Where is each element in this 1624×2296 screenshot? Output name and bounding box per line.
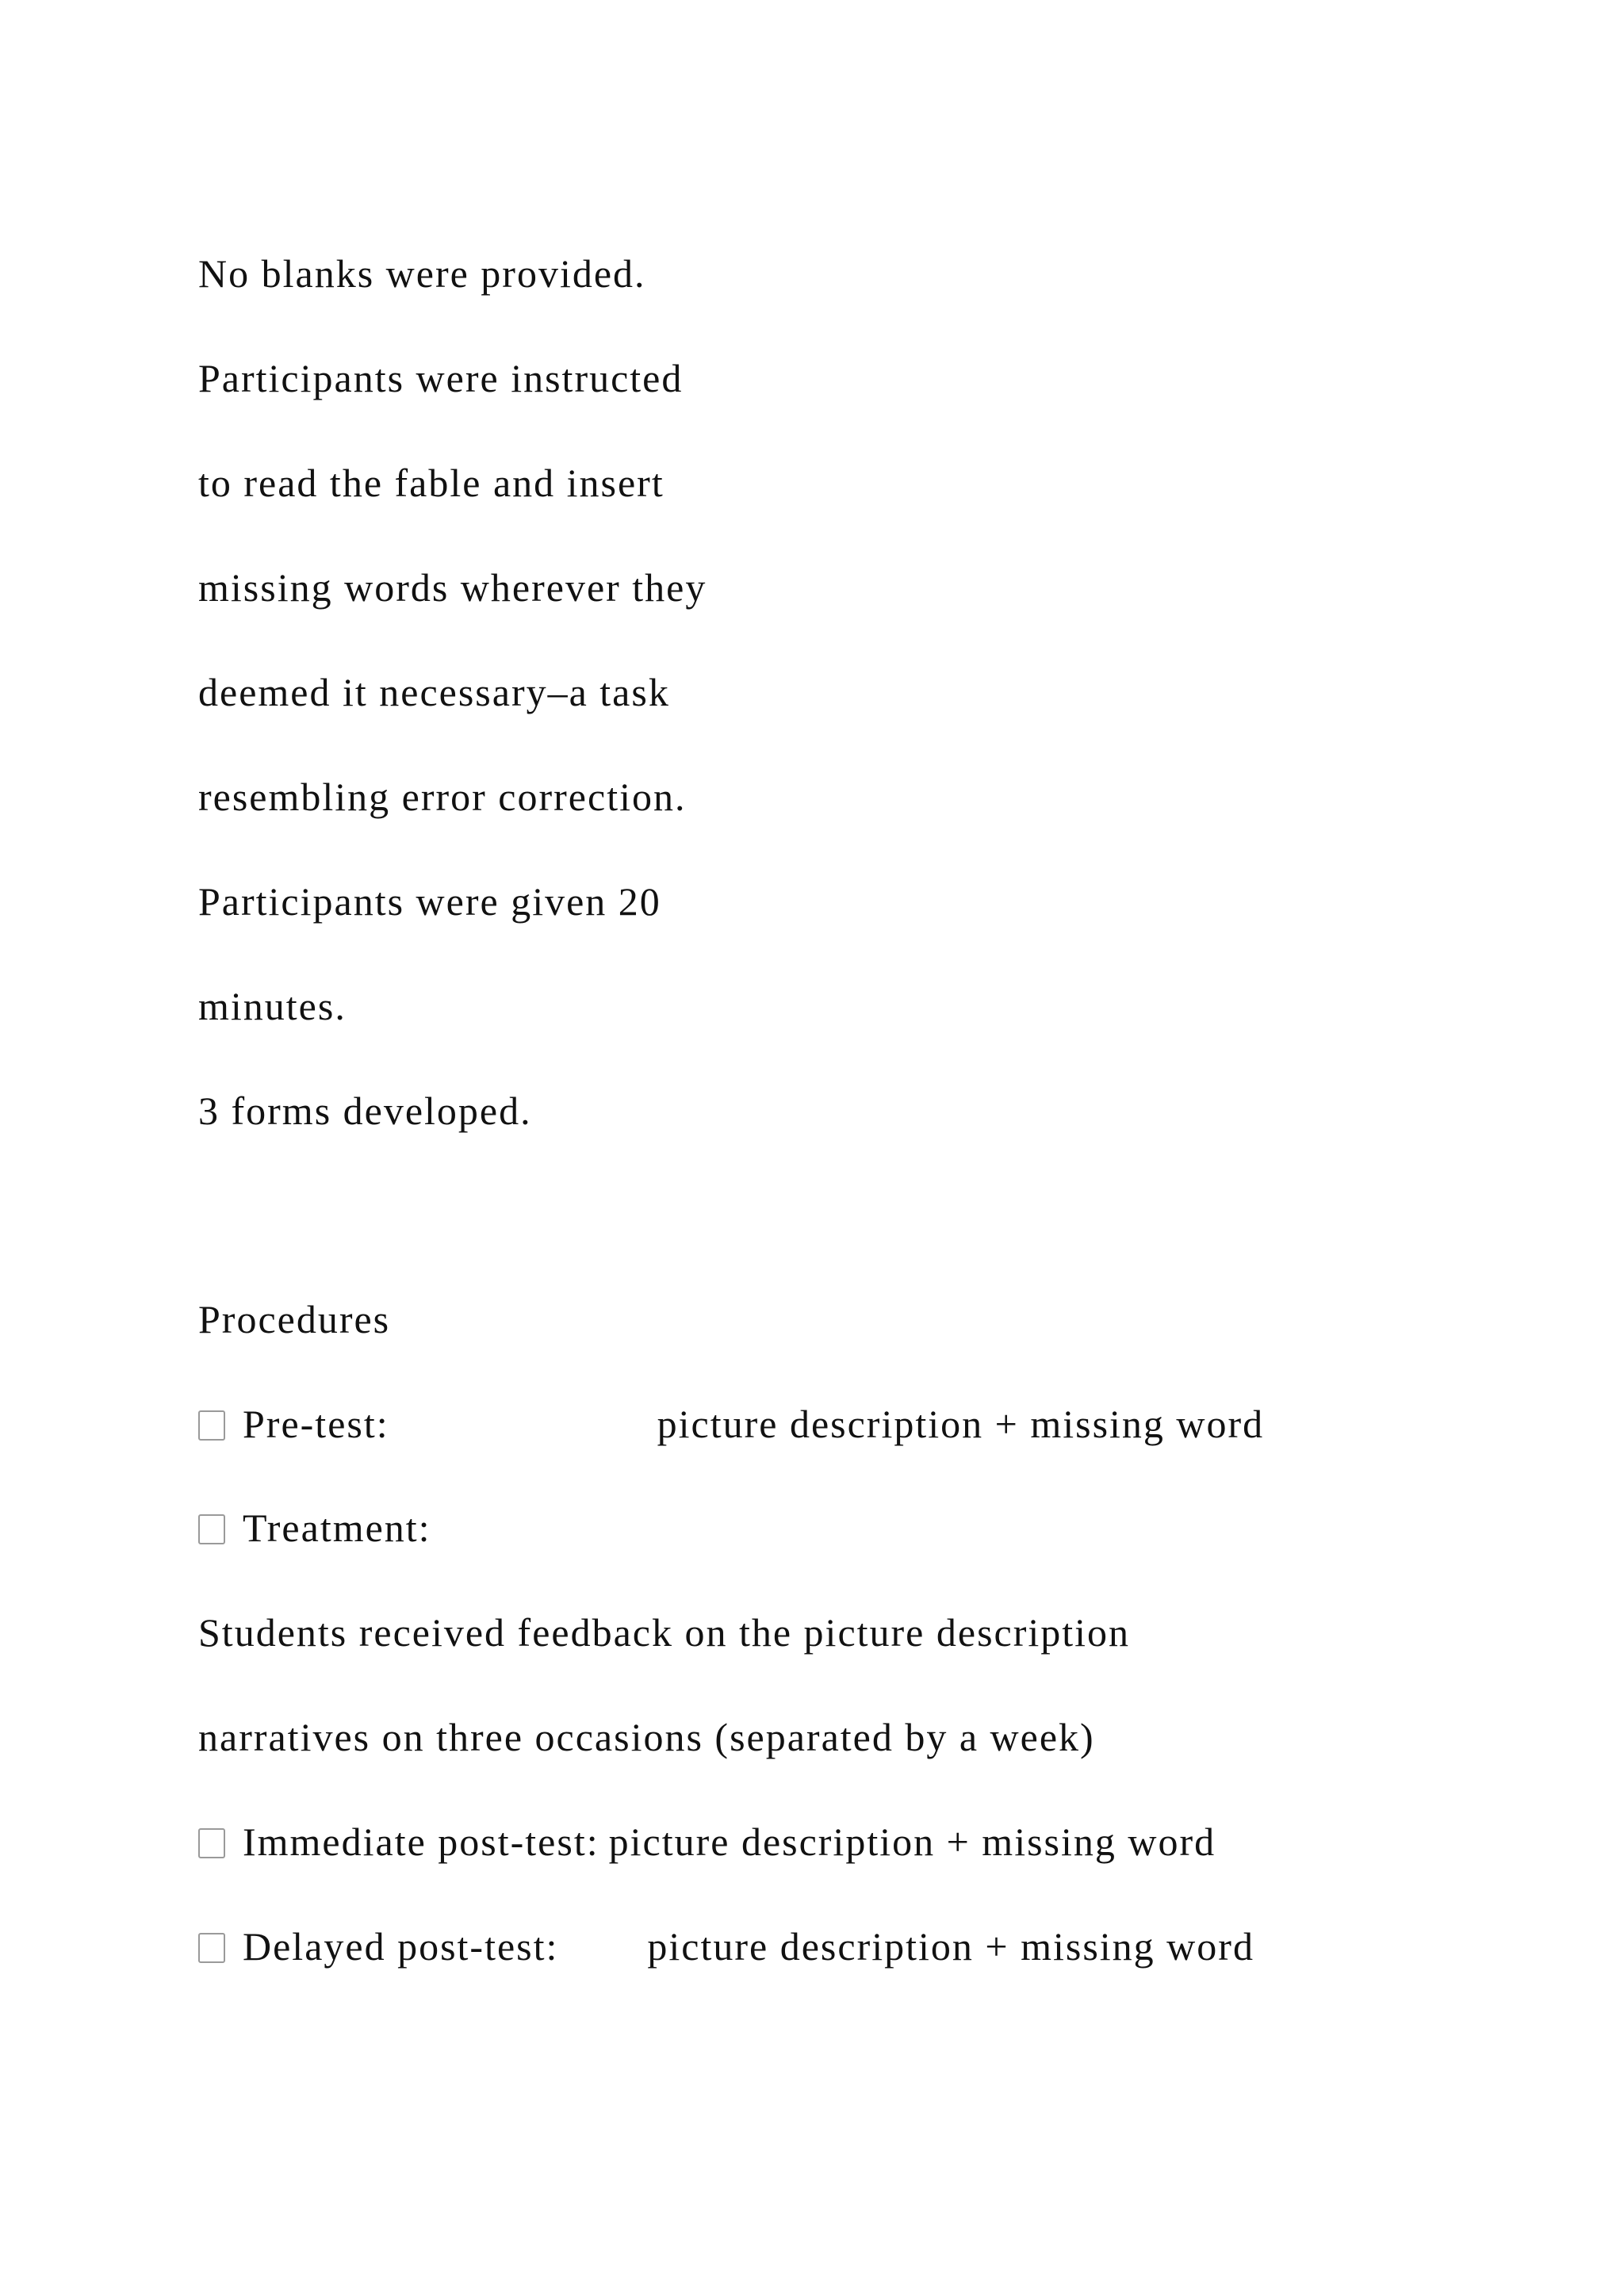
pretest-item: [198, 1400, 1264, 1448]
missing-glyph-box-icon: [198, 1410, 225, 1441]
delayed-posttest-item: [198, 1923, 1254, 1970]
missing-glyph-box-icon: [198, 1514, 225, 1544]
pretest-label: Pre-test:: [243, 1402, 389, 1446]
delayed-posttest-label: Delayed post-test:: [243, 1924, 559, 1969]
missing-glyph-box-icon: [198, 1828, 225, 1858]
text-line: missing words wherever they: [198, 565, 707, 610]
immediate-posttest-label: Immediate post-test:: [243, 1820, 599, 1864]
treatment-label: Treatment:: [243, 1506, 431, 1550]
delayed-posttest-value: picture description + missing word: [647, 1924, 1254, 1969]
immediate-posttest-value: picture description + missing word: [608, 1820, 1216, 1864]
treatment-description-line: narratives on three occasions (separated by a week): [198, 1715, 1095, 1759]
text-line: 3 forms developed.: [198, 1089, 532, 1133]
missing-glyph-box-icon: [198, 1933, 225, 1963]
text-line: Participants were given 20: [198, 879, 661, 924]
text-line: deemed it necessary–a task: [198, 670, 670, 714]
treatment-description-line: Students received feedback on the picture description: [198, 1610, 1131, 1655]
text-line: No blanks were provided.: [198, 251, 646, 296]
immediate-posttest-item: [198, 1818, 1216, 1866]
text-line: resembling error correction.: [198, 775, 687, 819]
text-line: minutes.: [198, 984, 347, 1028]
treatment-item: [198, 1504, 431, 1552]
pretest-value: picture description + missing word: [657, 1402, 1265, 1446]
text-line: Participants were instructed: [198, 356, 684, 400]
section-heading: Procedures: [198, 1297, 391, 1341]
text-line: to read the fable and insert: [198, 461, 665, 505]
